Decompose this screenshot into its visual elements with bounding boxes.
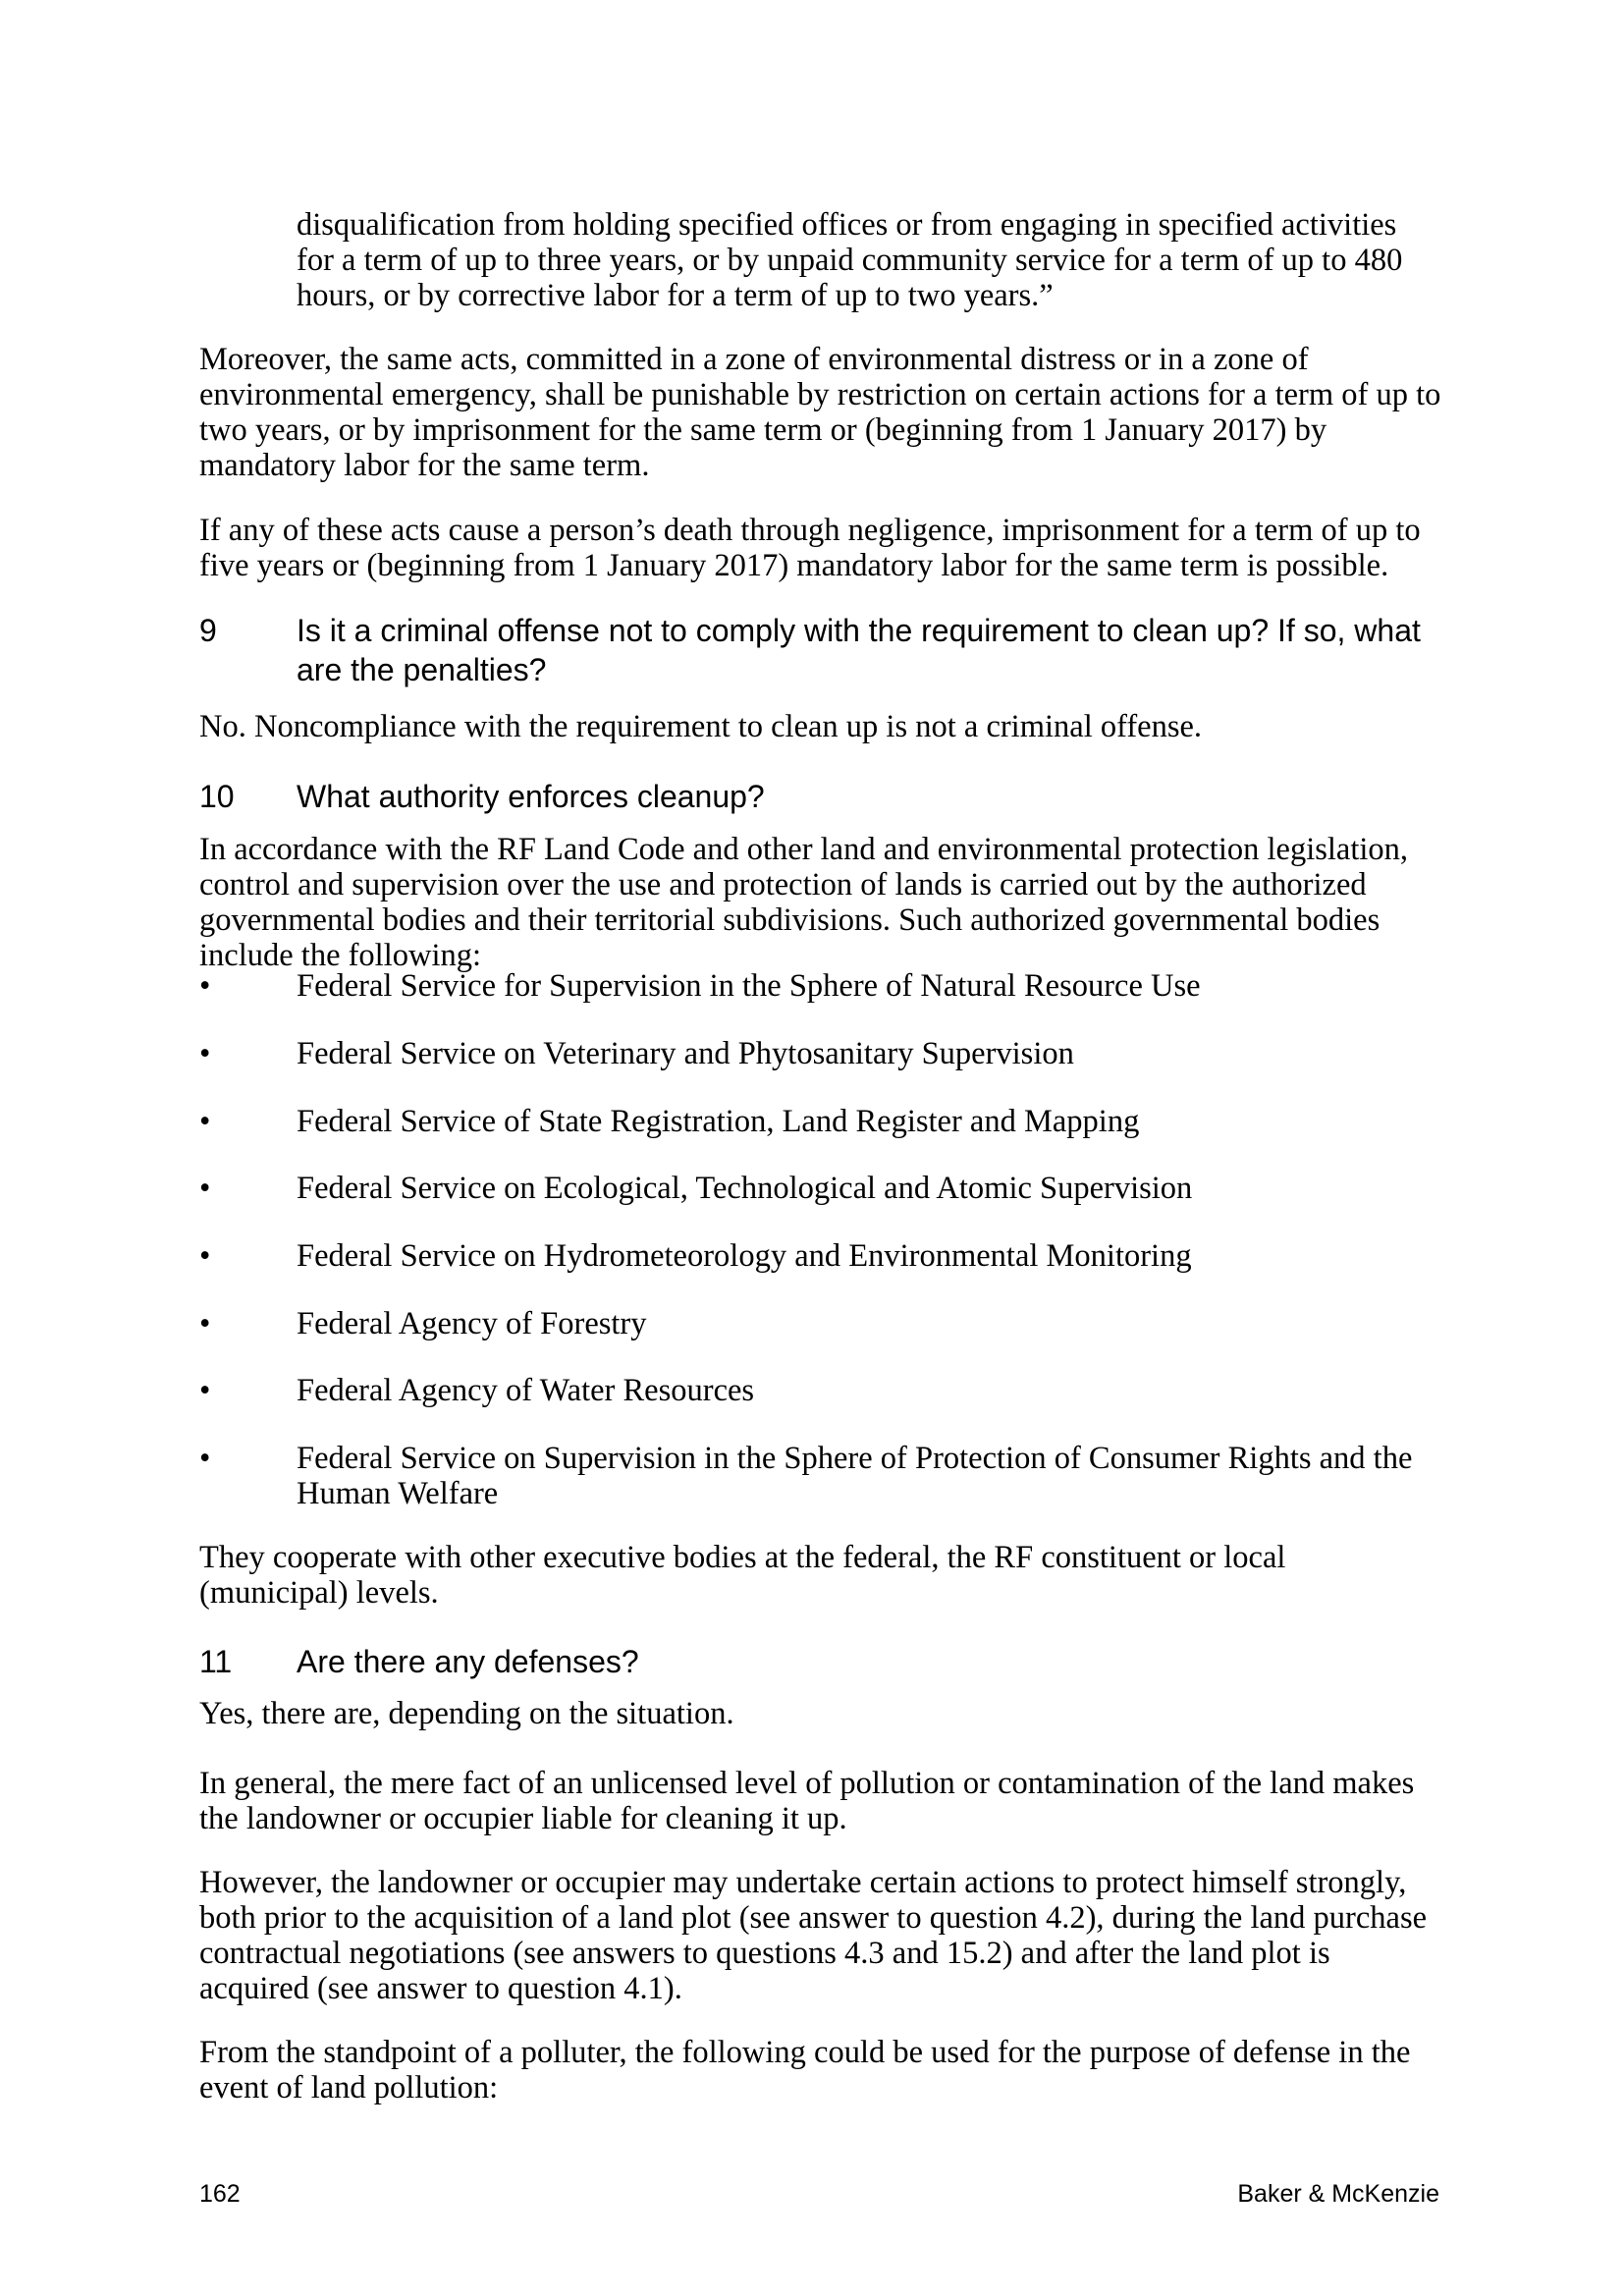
bullet-icon: • [199, 968, 211, 1004]
list-item [199, 1171, 1441, 1206]
list-item-text: Federal Agency of Forestry [297, 1306, 647, 1341]
paragraph-moreover: Moreover, the same acts, committed in a zone of environmental distress or in a zone of environmental emergency, shall be punishable by restriction on certain actions for a term of up to two years, or by imprisonment for the same term or (beginning from 1 January 2017) by mandatory labor for the same term. [199, 342, 1441, 483]
heading-text: Is it a criminal offense not to comply with the requirement to clean up? If so, what are the penalties? [297, 613, 1421, 687]
bullet-icon: • [199, 1373, 211, 1408]
bullet-icon: • [199, 1238, 211, 1274]
bullet-icon: • [199, 1036, 211, 1071]
list-item [199, 968, 1441, 1004]
paragraph-general: In general, the mere fact of an unlicensed level of pollution or contamination of the land makes the landowner or occupier liable for cleaning it up. [199, 1766, 1415, 1836]
page-number: 162 [199, 2180, 241, 2208]
answer-11: Yes, there are, depending on the situation. [199, 1696, 734, 1731]
list-item-text: Federal Service for Supervision in the Sphere of Natural Resource Use [297, 968, 1201, 1004]
footer-firm-name: Baker & McKenzie [1237, 2180, 1439, 2208]
heading-number: 9 [199, 613, 217, 648]
answer-9: No. Noncompliance with the requirement to clean up is not a criminal offense. [199, 709, 1203, 744]
bullet-icon: • [199, 1171, 211, 1206]
list-item-text: Federal Service on Supervision in the Sphere of Protection of Consumer Rights and the Human Welfare [297, 1441, 1413, 1511]
heading-question-9 [199, 611, 1441, 689]
list-item [199, 1441, 1441, 1511]
heading-text: Are there any defenses? [297, 1644, 639, 1679]
list-item-text: Federal Service on Hydrometeorology and Environmental Monitoring [297, 1238, 1192, 1274]
answer-10: In accordance with the RF Land Code and other land and environmental protection legislation, control and supervision over the use and protection of lands is carried out by the authorized governmental bodies and their territorial subdivisions. Such authorized governmental bodies include the following: [199, 832, 1409, 973]
heading-question-10 [199, 777, 1441, 816]
list-item [199, 1373, 1441, 1408]
heading-number: 10 [199, 779, 235, 814]
bullet-icon: • [199, 1104, 211, 1139]
list-item-text: Federal Service on Veterinary and Phytosanitary Supervision [297, 1036, 1074, 1071]
list-item-text: Federal Service of State Registration, Land Register and Mapping [297, 1104, 1140, 1139]
list-item-text: Federal Service on Ecological, Technological and Atomic Supervision [297, 1171, 1193, 1206]
paragraph-cooperate: They cooperate with other executive bodies at the federal, the RF constituent or local (municipal) levels. [199, 1540, 1286, 1611]
paragraph-polluter: From the standpoint of a polluter, the following could be used for the purpose of defense in the event of land pollution: [199, 2035, 1411, 2105]
paragraph-death: If any of these acts cause a person’s death through negligence, imprisonment for a term of up to five years or (beginning from 1 January 2017) mandatory labor for the same term is possible. [199, 513, 1421, 583]
heading-number: 11 [199, 1644, 233, 1679]
list-item [199, 1104, 1441, 1139]
list-item [199, 1306, 1441, 1341]
list-item-text: Federal Agency of Water Resources [297, 1373, 755, 1408]
list-item [199, 1238, 1441, 1274]
list-item [199, 1036, 1441, 1071]
heading-question-11 [199, 1642, 1441, 1681]
heading-text: What authority enforces cleanup? [297, 779, 765, 814]
paragraph-however: However, the landowner or occupier may undertake certain actions to protect himself strongly, both prior to the acquisition of a land plot (see answer to question 4.2), during the land purchase contractual negotiations (see answers to questions 4.3 and 15.2) and after the land plot is acquired (see answer to question 4.1). [199, 1865, 1428, 2006]
quote-paragraph: disqualification from holding specified offices or from engaging in specified activities for a term of up to three years, or by unpaid community service for a term of up to 480 hours, or by corrective labor for a term of up to two years.” [297, 207, 1403, 313]
bullet-icon: • [199, 1306, 211, 1341]
bullet-icon: • [199, 1441, 211, 1476]
